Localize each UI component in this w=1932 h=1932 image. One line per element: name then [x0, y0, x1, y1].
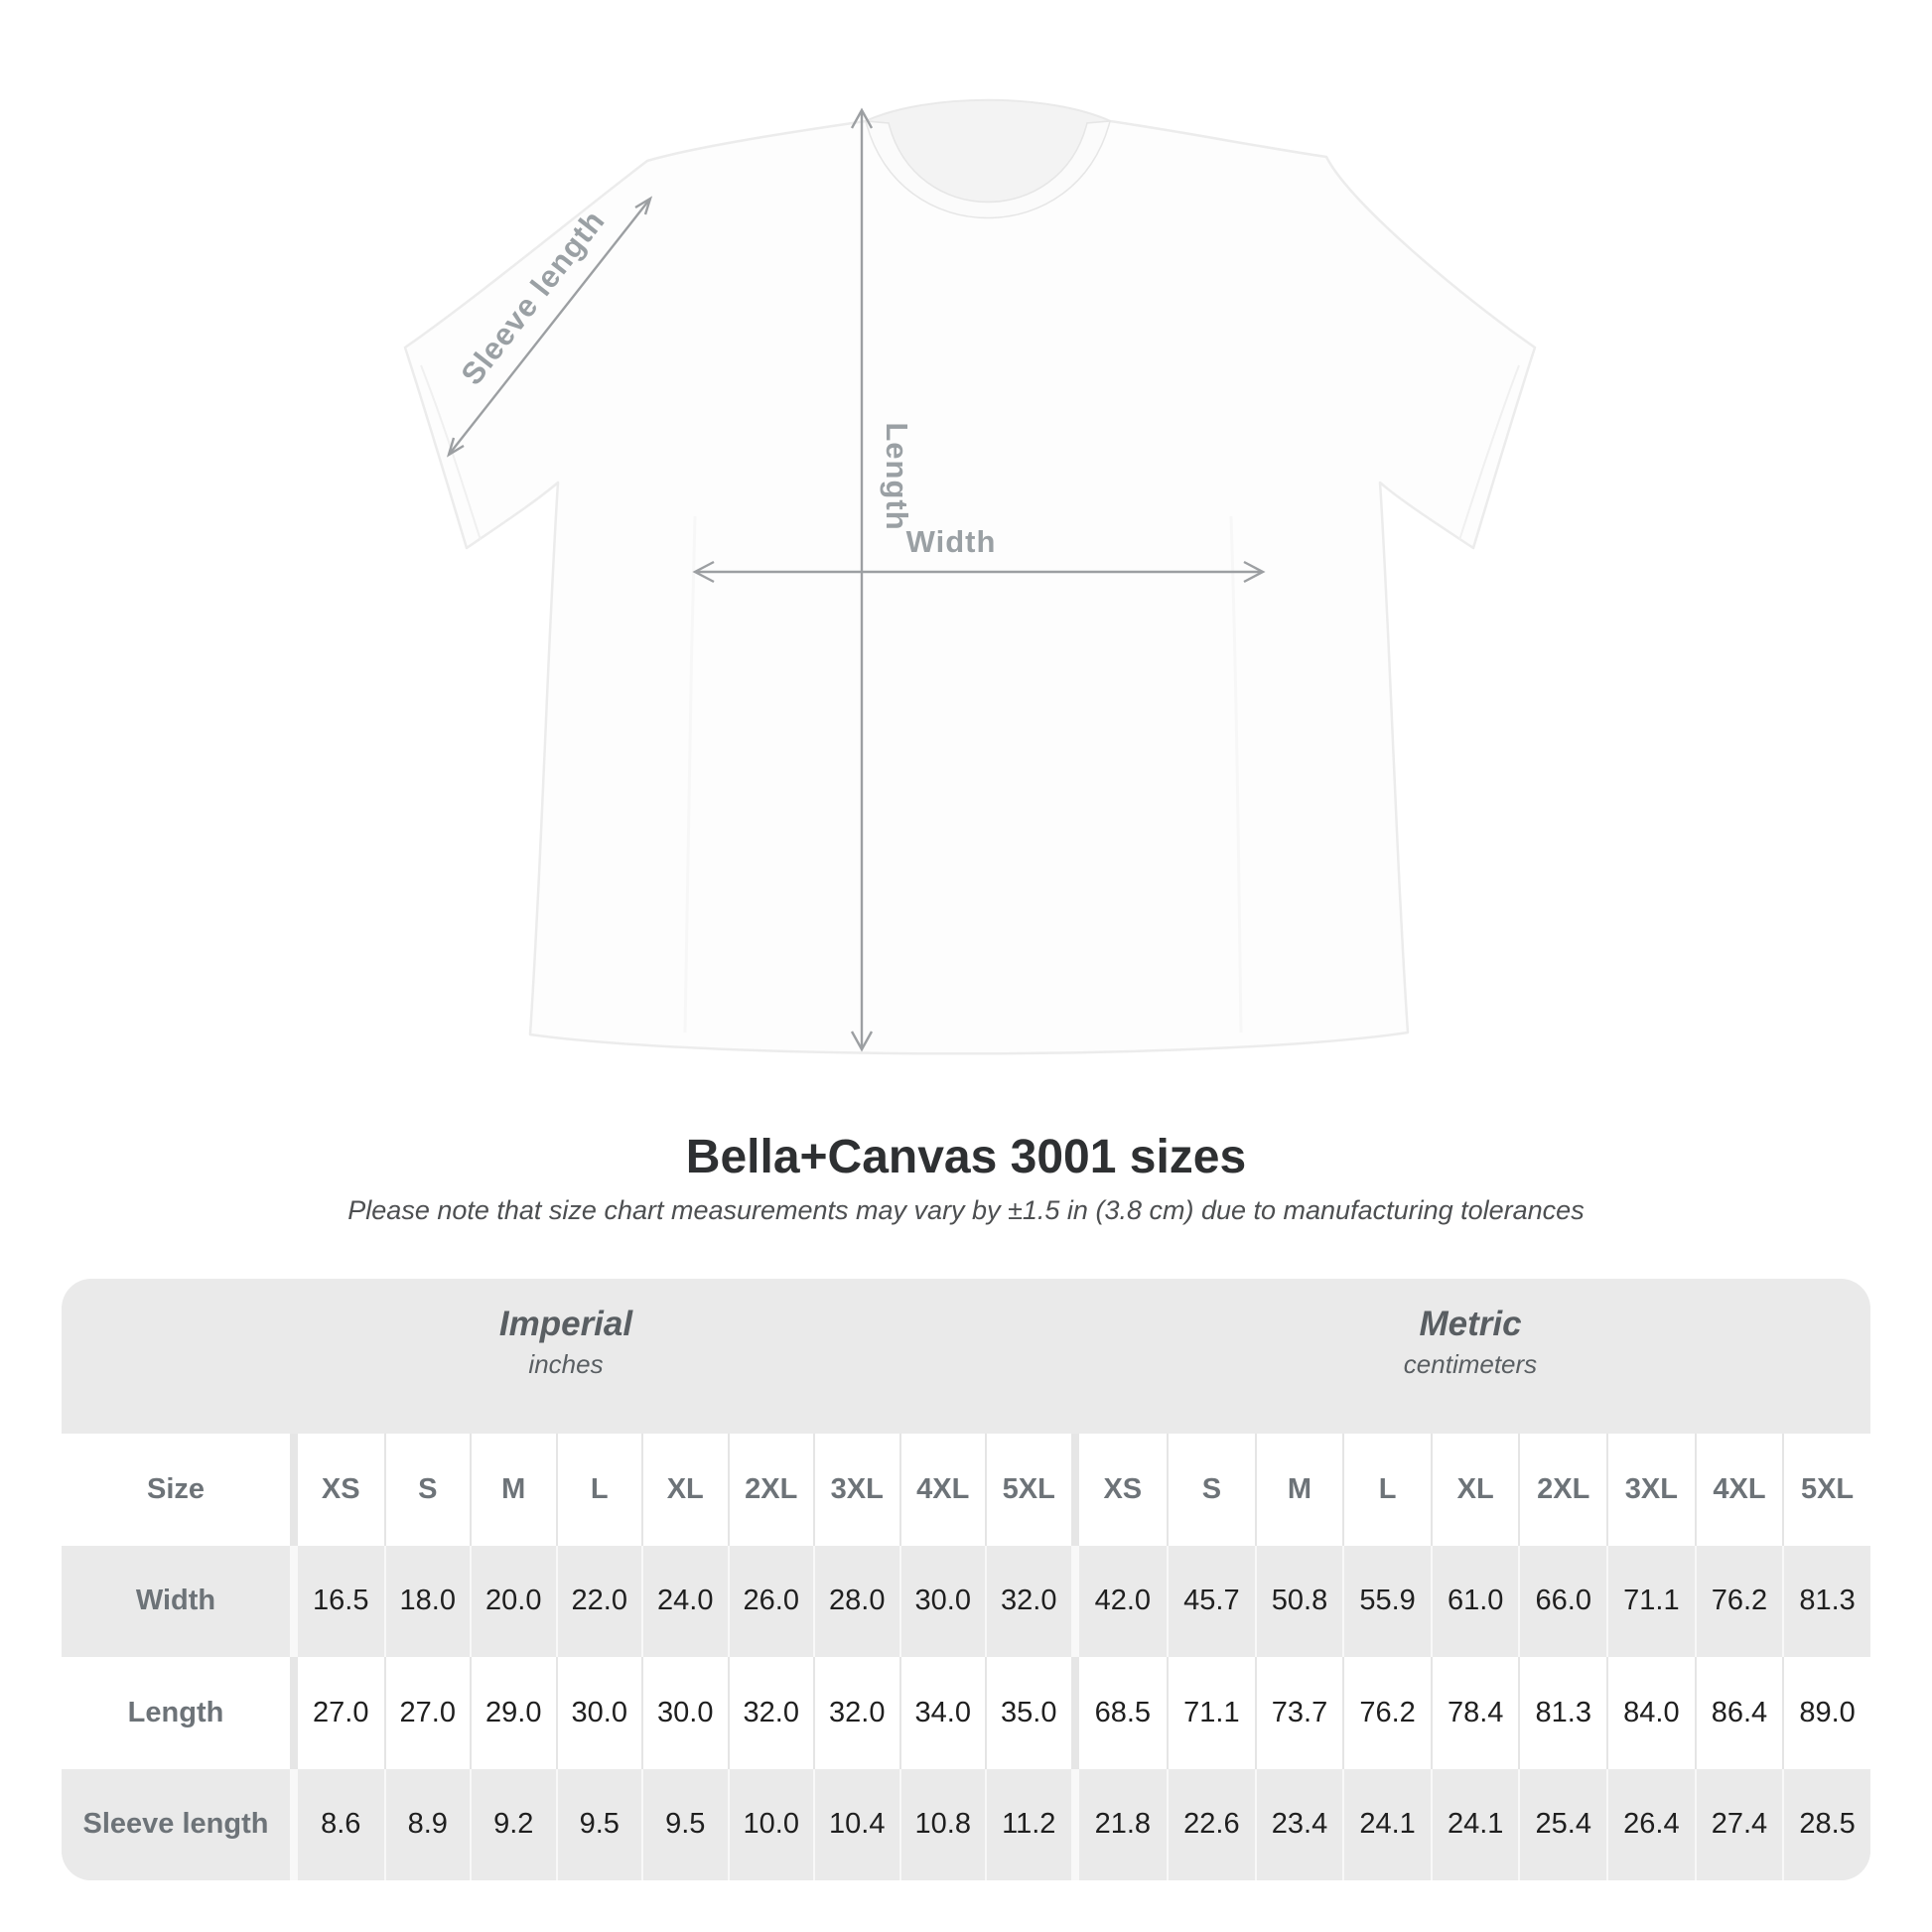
- measurement-value-cell: 78.4: [1431, 1657, 1519, 1769]
- size-column-header: Size: [62, 1434, 290, 1546]
- unit-group-gap: [1071, 1546, 1079, 1658]
- measurement-value-cell: 71.1: [1606, 1546, 1695, 1658]
- measurement-value-cell: 30.0: [556, 1657, 642, 1769]
- size-header-cell: XS: [1079, 1434, 1168, 1546]
- label-column-gap: [290, 1769, 298, 1881]
- size-header-cell: L: [556, 1434, 642, 1546]
- label-column-gap: [290, 1434, 298, 1546]
- measurement-value-cell: 86.4: [1695, 1657, 1783, 1769]
- measurement-value-cell: 10.0: [728, 1769, 814, 1881]
- measurement-value-cell: 22.0: [556, 1546, 642, 1658]
- measurement-value-cell: 20.0: [470, 1546, 556, 1658]
- unit-group-gap: [1071, 1657, 1079, 1769]
- imperial-header: [62, 1279, 1070, 1434]
- size-table-card: [62, 1279, 1870, 1880]
- sleeve-length-label: Sleeve length: [454, 203, 613, 392]
- measurement-value-cell: 32.0: [728, 1657, 814, 1769]
- measurement-value-cell: 27.0: [298, 1657, 384, 1769]
- row-label: Width: [62, 1546, 290, 1658]
- measurement-value-cell: 81.3: [1518, 1657, 1606, 1769]
- measurement-value-cell: 26.4: [1606, 1769, 1695, 1881]
- measurement-value-cell: 29.0: [470, 1657, 556, 1769]
- size-grid: [62, 1434, 1870, 1880]
- size-header-cell: XL: [641, 1434, 728, 1546]
- tolerance-note: Please note that size chart measurements may vary by ±1.5 in (3.8 cm) due to manufacturing tolerances: [347, 1195, 1585, 1225]
- measurement-value-cell: 24.0: [641, 1546, 728, 1658]
- metric-header: [1070, 1279, 1870, 1434]
- measurement-value-cell: 23.4: [1255, 1769, 1343, 1881]
- label-column-gap: [290, 1657, 298, 1769]
- measurement-value-cell: 11.2: [985, 1769, 1071, 1881]
- size-header-cell: 5XL: [985, 1434, 1071, 1546]
- measurement-value-cell: 24.1: [1342, 1769, 1431, 1881]
- measurement-value-cell: 76.2: [1695, 1546, 1783, 1658]
- measurement-value-cell: 25.4: [1518, 1769, 1606, 1881]
- imperial-title: Imperial: [498, 1305, 633, 1343]
- measurement-value-cell: 10.4: [813, 1769, 899, 1881]
- measurement-value-cell: 55.9: [1342, 1546, 1431, 1658]
- measurement-value-cell: 35.0: [985, 1657, 1071, 1769]
- measurement-value-cell: 9.5: [641, 1769, 728, 1881]
- measurement-value-cell: 27.0: [384, 1657, 471, 1769]
- measurement-value-cell: 34.0: [899, 1657, 986, 1769]
- measurement-value-cell: 73.7: [1255, 1657, 1343, 1769]
- size-header-cell: 4XL: [1695, 1434, 1783, 1546]
- measurement-value-cell: 21.8: [1079, 1769, 1168, 1881]
- measurement-value-cell: 9.5: [556, 1769, 642, 1881]
- measurement-value-cell: 84.0: [1606, 1657, 1695, 1769]
- unit-group-gap: [1071, 1434, 1079, 1546]
- size-header-cell: 3XL: [1606, 1434, 1695, 1546]
- measurement-value-cell: 28.5: [1782, 1769, 1870, 1881]
- measurement-value-cell: 8.9: [384, 1769, 471, 1881]
- measurement-value-cell: 16.5: [298, 1546, 384, 1658]
- size-header-cell: XS: [298, 1434, 384, 1546]
- measurement-value-cell: 71.1: [1167, 1657, 1255, 1769]
- size-header-cell: S: [1167, 1434, 1255, 1546]
- measurement-value-cell: 24.1: [1431, 1769, 1519, 1881]
- size-header-cell: M: [1255, 1434, 1343, 1546]
- measurement-value-cell: 18.0: [384, 1546, 471, 1658]
- measurement-value-cell: 26.0: [728, 1546, 814, 1658]
- measurement-value-cell: 30.0: [899, 1546, 986, 1658]
- length-label: Length: [880, 422, 914, 531]
- measurement-value-cell: 45.7: [1167, 1546, 1255, 1658]
- measurement-value-cell: 68.5: [1079, 1657, 1168, 1769]
- row-label: Sleeve length: [62, 1769, 290, 1881]
- measurement-value-cell: 66.0: [1518, 1546, 1606, 1658]
- unit-group-gap: [1071, 1769, 1079, 1881]
- imperial-unit: inches: [528, 1349, 604, 1379]
- size-header-cell: L: [1342, 1434, 1431, 1546]
- measurement-value-cell: 30.0: [641, 1657, 728, 1769]
- page-title: Bella+Canvas 3001 sizes: [685, 1131, 1247, 1183]
- size-header-cell: XL: [1431, 1434, 1519, 1546]
- size-header-cell: M: [470, 1434, 556, 1546]
- measurement-value-cell: 50.8: [1255, 1546, 1343, 1658]
- measurement-value-cell: 8.6: [298, 1769, 384, 1881]
- metric-title: Metric: [1419, 1305, 1522, 1343]
- measurement-value-cell: 32.0: [985, 1546, 1071, 1658]
- measurement-value-cell: 28.0: [813, 1546, 899, 1658]
- size-header-cell: 3XL: [813, 1434, 899, 1546]
- size-header-cell: 2XL: [1518, 1434, 1606, 1546]
- size-header-cell: S: [384, 1434, 471, 1546]
- measurement-value-cell: 22.6: [1167, 1769, 1255, 1881]
- metric-unit: centimeters: [1403, 1349, 1538, 1379]
- width-label: Width: [905, 524, 997, 559]
- measurement-value-cell: 81.3: [1782, 1546, 1870, 1658]
- label-column-gap: [290, 1546, 298, 1658]
- measurement-value-cell: 42.0: [1079, 1546, 1168, 1658]
- row-label: Length: [62, 1657, 290, 1769]
- measurement-value-cell: 10.8: [899, 1769, 986, 1881]
- measurement-value-cell: 9.2: [470, 1769, 556, 1881]
- measurement-value-cell: 32.0: [813, 1657, 899, 1769]
- measurement-value-cell: 89.0: [1782, 1657, 1870, 1769]
- size-header-cell: 5XL: [1782, 1434, 1870, 1546]
- units-header: [62, 1279, 1870, 1434]
- measurement-value-cell: 61.0: [1431, 1546, 1519, 1658]
- measurement-value-cell: 76.2: [1342, 1657, 1431, 1769]
- size-header-cell: 2XL: [728, 1434, 814, 1546]
- size-header-cell: 4XL: [899, 1434, 986, 1546]
- measurement-value-cell: 27.4: [1695, 1769, 1783, 1881]
